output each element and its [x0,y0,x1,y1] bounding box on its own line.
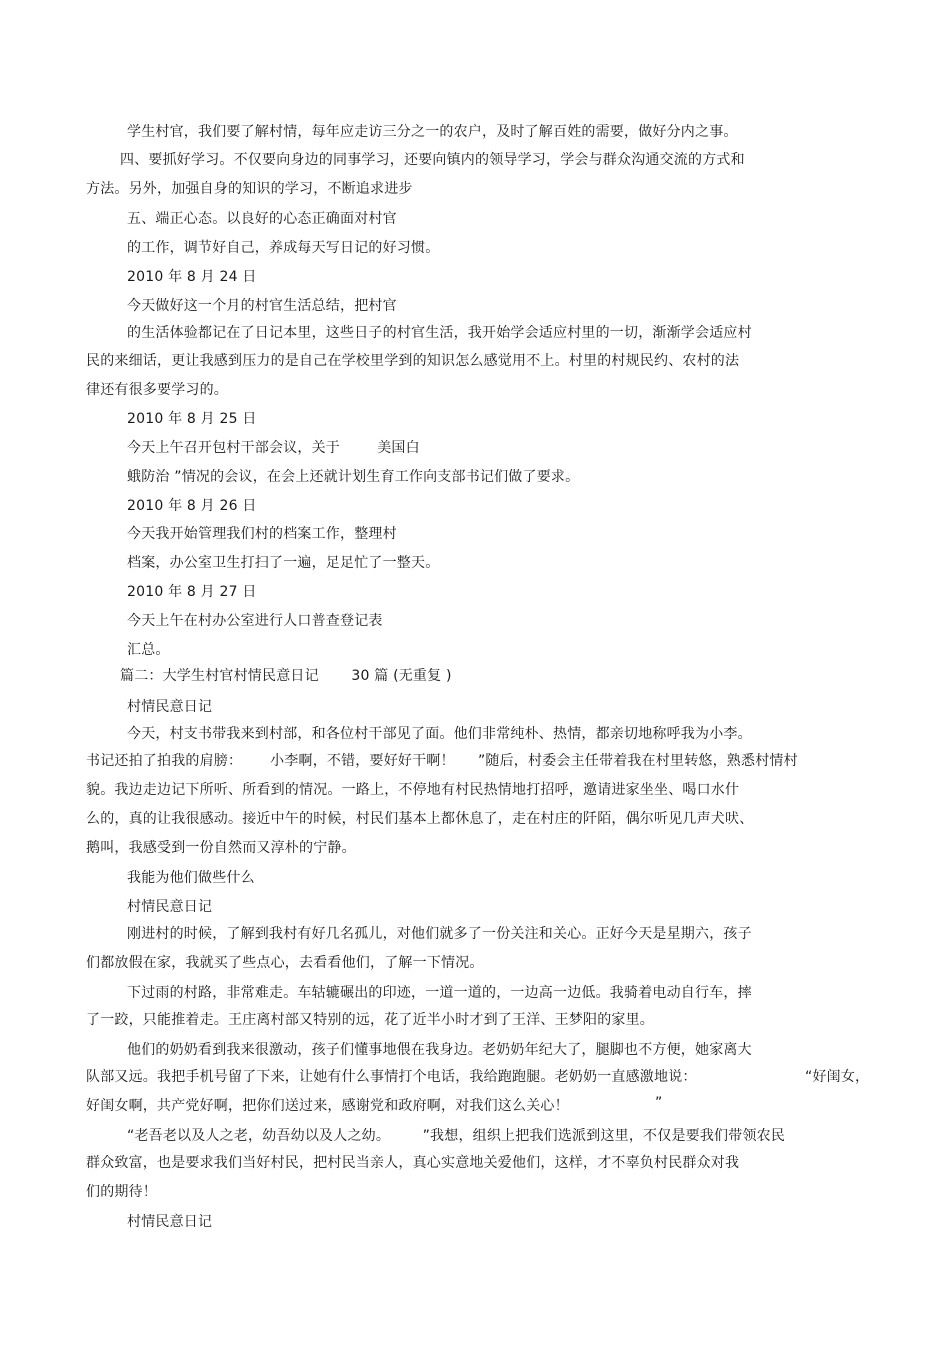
diary-subtitle: 我能为他们做些什么 [127,870,255,886]
diary-date: 2010 年 8 月 27 日 [127,584,257,600]
diary-date: 2010 年 8 月 26 日 [127,498,257,514]
paragraph-line: 刚进村的时候，了解到我村有好几名孤儿，对他们就多了一份关注和关心。正好今天是星期六，孩子 [127,926,752,942]
diary-title: 村情民意日记 [127,899,213,915]
paragraph-line: “老吾老以及人之老，幼吾幼以及人之幼。 ”我想，组织上把我们选派到这里，不仅是要我们带领农民 [127,1128,786,1144]
paragraph-line: 汇总。 [127,642,170,658]
paragraph-line: 今天上午在村办公室进行人口普查登记表 [127,613,383,629]
paragraph-line: 队部又远。我把手机号留了下来，让她有什么事情打个电话，我给跑跑腿。老奶奶一直感激地说： [86,1069,697,1085]
paragraph-line: 们的期待！ [86,1184,157,1200]
paragraph-line: 今天做好这一个月的村官生活总结，把村官 [127,298,397,314]
paragraph-line: 书记还拍了拍我的肩膀： 小李啊，不错，要好好干啊！ ”随后，村委会主任带着我在村里转悠，熟悉村情村 [86,753,798,769]
paragraph-line: 今天，村支书带我来到村部，和各位村干部见了面。他们非常纯朴、热情，都亲切地称呼我为小李。 [127,726,752,742]
paragraph-line: 下过雨的村路，非常难走。车轱辘碾出的印迹，一道一道的，一边高一边低。我骑着电动自行车，摔 [127,985,752,1001]
paragraph-line: 今天我开始管理我们村的档案工作，整理村 [127,526,397,542]
paragraph-line: 么的，真的让我很感动。接近中午的时候，村民们基本上都休息了，走在村庄的阡陌，偶尔听见几声犬吠、 [86,811,754,827]
paragraph-line: 四、要抓好学习。不仅要向身边的同事学习，还要向镇内的领导学习，学会与群众沟通交流的方式和 [120,152,745,168]
paragraph-line: 了一跤，只能推着走。王庄离村部又特别的远，花了近半小时才到了王洋、王梦阳的家里。 [86,1012,654,1028]
paragraph-line: 鹅叫，我感受到一份自然而又淳朴的宁静。 [86,840,356,856]
paragraph-line: 的生活体验都记在了日记本里，这些日子的村官生活，我开始学会适应村里的一切，渐渐学会适应村 [127,325,752,341]
paragraph-line: 五、端正心态。以良好的心态正确面对村官 [127,211,397,227]
quote-fragment: “好闺女， [805,1069,870,1085]
paragraph-line: 们都放假在家，我就买了些点心，去看看他们，了解一下情况。 [86,955,484,971]
diary-date: 2010 年 8 月 24 日 [127,269,257,285]
paragraph-line: 貌。我边走边记下所听、所看到的情况。一路上，不停地有村民热情地打招呼，邀请进家坐坐、喝口水什 [86,782,740,798]
paragraph-line: 他们的奶奶看到我来很激动，孩子们懂事地偎在我身边。老奶奶年纪大了，腿脚也不方便，她家离大 [127,1042,752,1058]
diary-title: 村情民意日记 [127,1214,213,1230]
paragraph-line: 学生村官，我们要了解村情，每年应走访三分之一的农户，及时了解百姓的需要，做好分内之事。 [127,124,738,140]
diary-date: 2010 年 8 月 25 日 [127,411,257,427]
paragraph-line: 蛾防治 ”情况的会议，在会上还就计划生育工作向支部书记们做了要求。 [127,469,580,485]
paragraph-line: 方法。另外，加强自身的知识的学习，不断追求进步 [86,181,413,197]
diary-title: 村情民意日记 [127,699,213,715]
paragraph-line: 好闺女啊，共产党好啊，把你们送过来，感谢党和政府啊，对我们这么关心！ [86,1098,569,1114]
section-heading: 篇二：大学生村官村情民意日记 30 篇 (无重复 ) [120,668,452,684]
paragraph-line: 今天上午召开包村干部会议，关于 美国白 [127,440,420,456]
paragraph-line: 律还有很多要学习的。 [86,382,228,398]
paragraph-line: 的工作，调节好自己，养成每天写日记的好习惯。 [127,240,440,256]
paragraph-line: 民的来细话，更让我感到压力的是自己在学校里学到的知识怎么感觉用不上。村里的村规民约、农村的法 [86,353,740,369]
closing-quote: ” [655,1095,663,1111]
paragraph-line: 档案，办公室卫生打扫了一遍，足足忙了一整天。 [127,555,440,571]
paragraph-line: 群众致富，也是要求我们当好村民，把村民当亲人，真心实意地关爱他们，这样，才不辜负村民群众对我 [86,1155,740,1171]
